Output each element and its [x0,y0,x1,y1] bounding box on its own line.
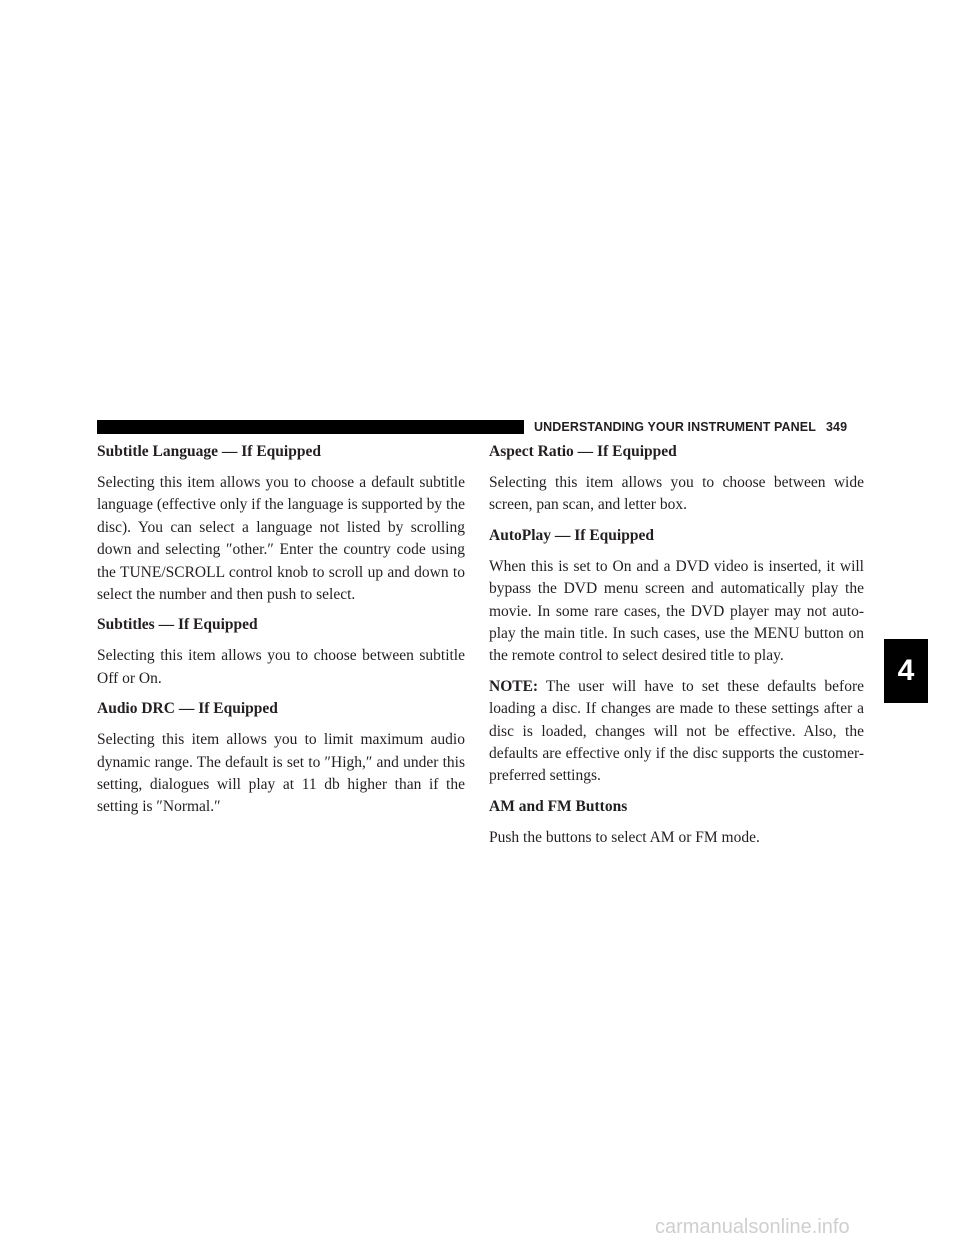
subtitle-language-heading: Subtitle Language — If Equipped [97,443,321,460]
autoplay-heading: AutoPlay — If Equipped [489,526,654,544]
note-label: NOTE: [489,677,539,695]
am-fm-heading: AM and FM Buttons [489,797,628,815]
subtitles-heading: Subtitles — If Equipped [97,616,258,634]
running-header [534,419,864,435]
note-body: The user will have to set these defaults before loading a disc. If changes are made to these settings after a disc is loaded, changes will not be effective. Also, the defaults are effective only if the disc supports the customer-preferred settings. [489,677,864,785]
page-number: 349 [825,420,848,434]
aspect-ratio-body: Selecting this item allows you to choose between wide screen, pan scan, and letter box. [489,474,864,514]
aspect-ratio-heading: Aspect Ratio — If Equipped [489,443,677,460]
chapter-tab: 4 [884,639,928,703]
right-column [489,441,864,849]
header-rule [97,420,524,434]
watermark: carmanualsonline.info [655,1216,850,1238]
audio-drc-heading: Audio DRC — If Equipped [97,700,278,718]
am-fm-body: Push the buttons to select AM or FM mode. [489,828,760,846]
note-paragraph [489,676,864,788]
subtitle-language-body: Selecting this item allows you to choose a default subtitle language (effective only if the language is supported by the disc). You can select a language not listed by scrolling down and selecting ″other.″ Enter the country code using the TUNE/SCROLL control knob to scroll up and down to select the number and then push to select. [97,474,465,604]
section-title: UNDERSTANDING YOUR INSTRUMENT PANEL [534,420,816,434]
autoplay-body: When this is set to On and a DVD video is inserted, it will bypass the DVD menu screen and automatically play the movie. In some rare cases, the DVD player may not auto-play the main title. In such cases, use the MENU button on the remote control to select desired title to play. [489,557,864,665]
subtitles-body: Selecting this item allows you to choose between subtitle Off or On. [97,647,465,687]
audio-drc-body: Selecting this item allows you to limit maximum audio dynamic range. The default is set to ″High,″ and under this setting, dialogues will play at 11 db higher than if the setting is ″Normal.″ [97,731,465,816]
left-column [97,441,465,819]
